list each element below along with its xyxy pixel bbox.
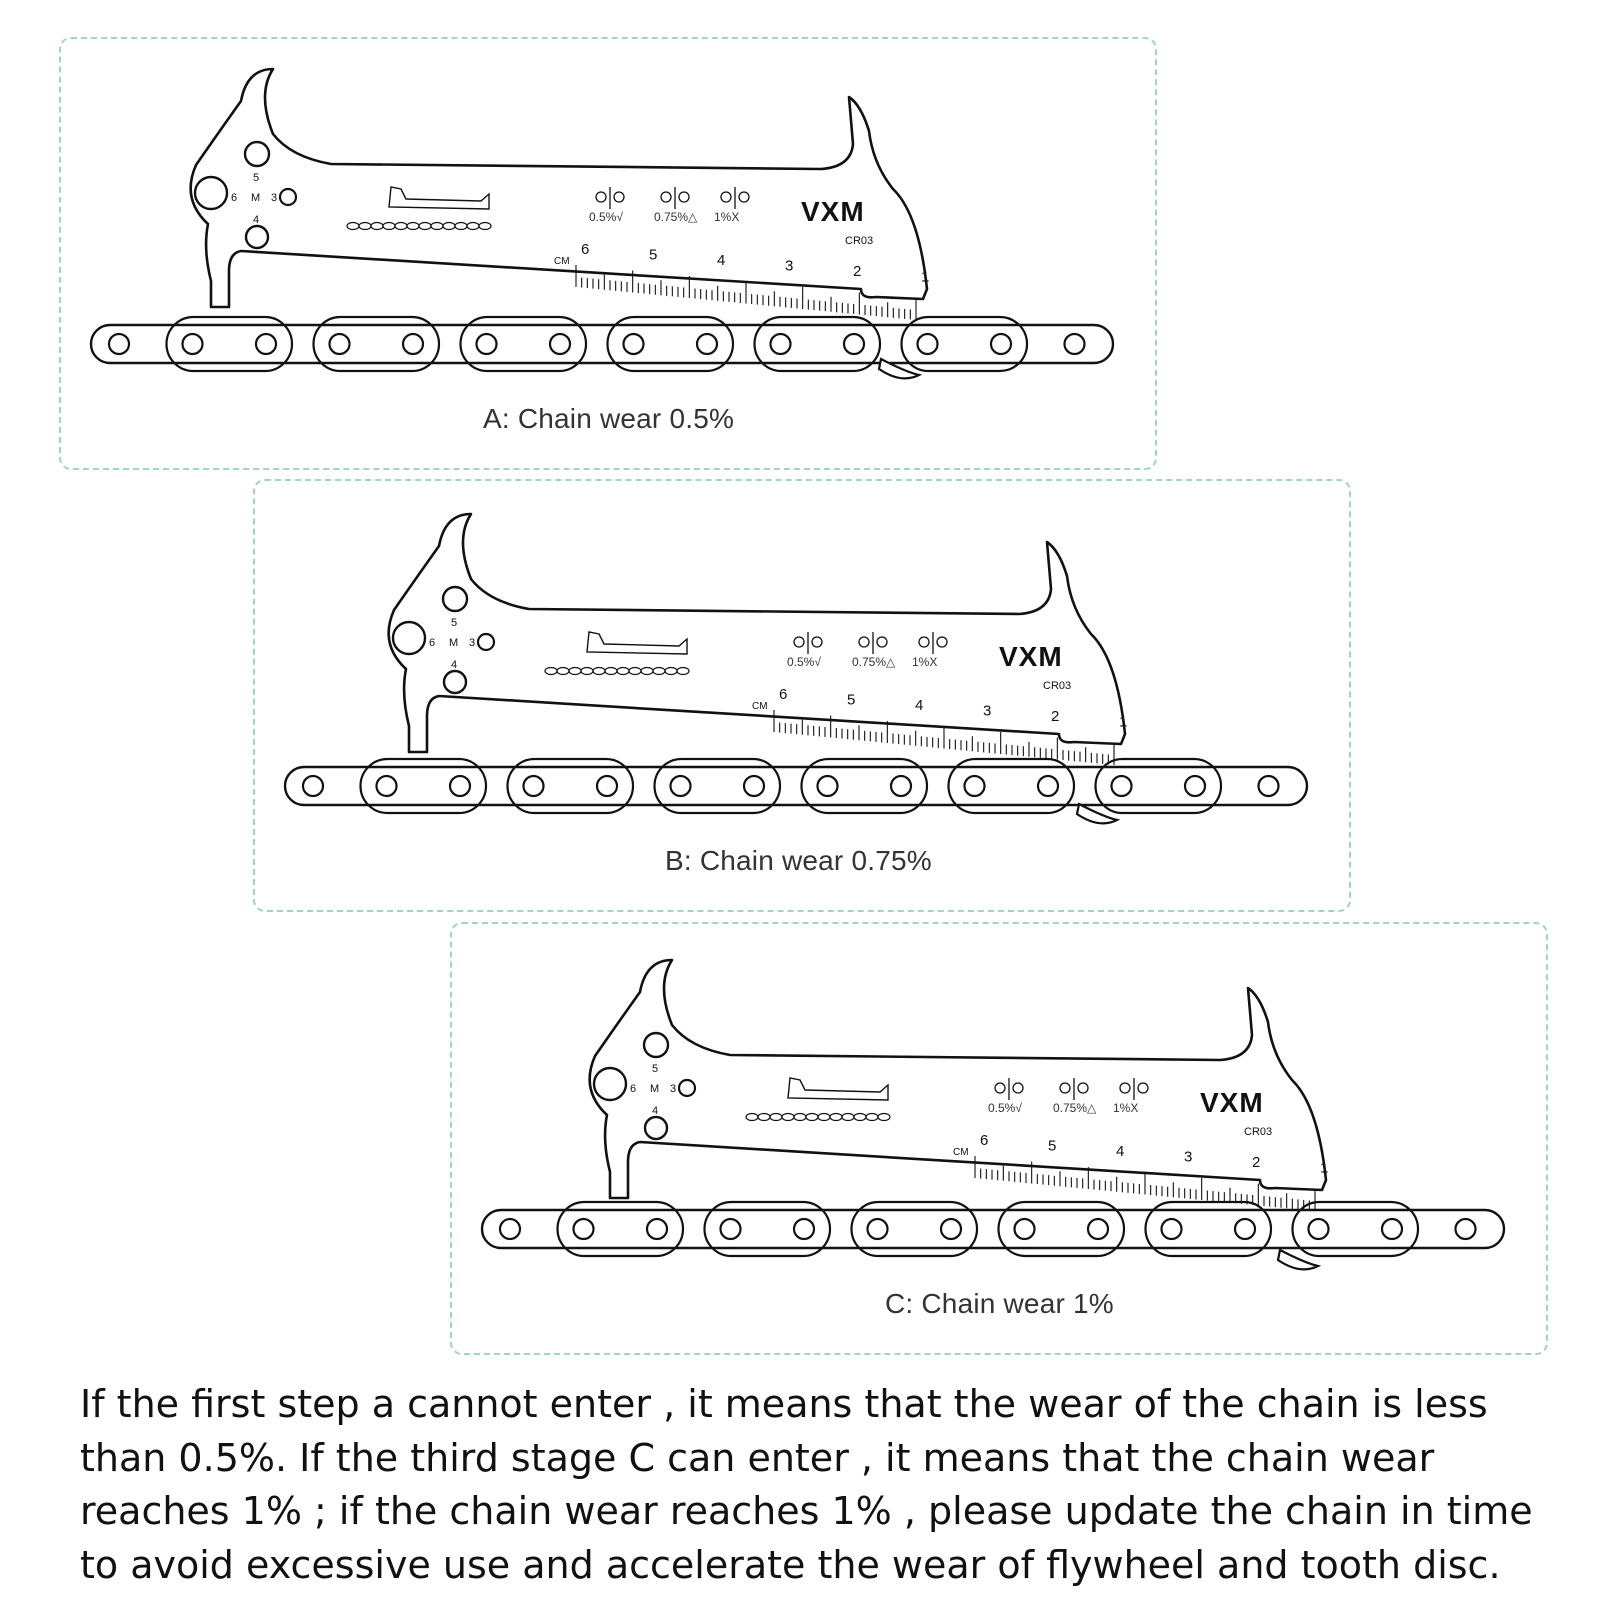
wear-mark-label: 0.75%△ xyxy=(1053,1101,1097,1115)
scale-number: 6 xyxy=(779,686,788,703)
wear-mark-label: 0.75%△ xyxy=(654,210,698,224)
chain-roller xyxy=(403,334,423,354)
chain-roller xyxy=(744,776,764,796)
diagram-panel-b xyxy=(253,479,1351,912)
chain-outline xyxy=(285,767,1307,805)
scale-number: 3 xyxy=(1184,1148,1193,1166)
chain-roller xyxy=(891,776,911,796)
diagram-panel-a xyxy=(59,37,1157,470)
chain-roller xyxy=(991,334,1011,354)
hole-label: M xyxy=(251,192,261,204)
scale-number: 3 xyxy=(785,257,794,275)
scale-unit: CM xyxy=(953,1147,969,1158)
bicycle-chain xyxy=(91,317,1113,371)
chain-roller xyxy=(1015,1219,1035,1239)
panel-caption: C: Chain wear 1% xyxy=(885,1288,1114,1319)
panel-caption: B: Chain wear 0.75% xyxy=(665,845,932,876)
chain-roller xyxy=(477,334,497,354)
chain-roller xyxy=(183,334,203,354)
chain-roller xyxy=(109,334,129,354)
chain-roller xyxy=(524,776,544,796)
scale-unit: CM xyxy=(752,701,768,712)
wear-mark-label: 0.5%√ xyxy=(787,655,821,669)
chain-roller xyxy=(597,776,617,796)
scale-number: 2 xyxy=(1252,1154,1261,1171)
scale-number: 4 xyxy=(915,697,924,714)
chain-roller xyxy=(794,1219,814,1239)
scale-number: 3 xyxy=(983,702,992,720)
hole-label: 3 xyxy=(469,637,476,649)
model-label: CR03 xyxy=(845,235,874,247)
hole-label: 5 xyxy=(652,1063,659,1075)
chain-roller xyxy=(1259,776,1279,796)
wear-mark-label: 1%X xyxy=(714,210,740,224)
chain-roller xyxy=(721,1219,741,1239)
hole-label: 3 xyxy=(271,192,278,204)
explanation-text: If the first step a cannot enter , it means that the wear of the chain is less than 0.5%. If the third stage C can enter , it means that the chain wear reaches 1% ; if the chain wear reaches 1% , please update the chain in time to avoid excessive use and accelerate the wear of flywheel and tooth disc. xyxy=(80,1382,1533,1587)
bicycle-chain xyxy=(285,759,1307,813)
chain-outline xyxy=(91,325,1113,363)
chain-roller xyxy=(1162,1219,1182,1239)
brand-logo: VXM xyxy=(999,641,1063,672)
brand-logo: VXM xyxy=(801,196,865,227)
wear-mark-label: 0.5%√ xyxy=(988,1101,1022,1115)
hole-label: 6 xyxy=(429,637,436,649)
chain-roller xyxy=(256,334,276,354)
chain-roller xyxy=(1065,334,1085,354)
scale-number: 5 xyxy=(649,246,658,264)
model-label: CR03 xyxy=(1043,680,1072,692)
hole-label: M xyxy=(650,1083,660,1095)
chain-roller xyxy=(1038,776,1058,796)
chain-roller xyxy=(500,1219,520,1239)
chain-roller xyxy=(1185,776,1205,796)
scale-number: 6 xyxy=(581,241,590,258)
chain-roller xyxy=(303,776,323,796)
tool-body xyxy=(590,960,1329,1198)
chain-roller xyxy=(550,334,570,354)
chain-roller xyxy=(965,776,985,796)
chain-roller xyxy=(574,1219,594,1239)
chain-roller xyxy=(918,334,938,354)
chain-roller xyxy=(1382,1219,1402,1239)
chain-outline xyxy=(482,1210,1504,1248)
hole-label: 4 xyxy=(253,214,260,226)
scale-number: 4 xyxy=(717,252,726,269)
wear-mark-label: 1%X xyxy=(912,655,938,669)
chain-roller xyxy=(844,334,864,354)
wear-mark-label: 0.75%△ xyxy=(852,655,896,669)
hole-label: M xyxy=(449,637,459,649)
chain-roller xyxy=(1456,1219,1476,1239)
chain-roller xyxy=(330,334,350,354)
scale-number: 1 xyxy=(921,268,930,286)
chain-roller xyxy=(868,1219,888,1239)
wear-mark-label: 1%X xyxy=(1113,1101,1139,1115)
chain-roller xyxy=(818,776,838,796)
chain-roller xyxy=(647,1219,667,1239)
panel-caption: A: Chain wear 0.5% xyxy=(483,403,735,434)
tool-body xyxy=(191,69,930,307)
brand-logo: VXM xyxy=(1200,1087,1264,1118)
chain-roller xyxy=(771,334,791,354)
chain-roller xyxy=(941,1219,961,1239)
hole-label: 5 xyxy=(451,617,458,629)
hole-label: 4 xyxy=(451,659,458,671)
chain-roller xyxy=(377,776,397,796)
scale-number: 5 xyxy=(1048,1137,1057,1155)
scale-number: 2 xyxy=(853,263,862,280)
scale-number: 5 xyxy=(847,691,856,709)
scale-unit: CM xyxy=(554,256,570,267)
scale-number: 6 xyxy=(980,1132,989,1149)
chain-roller xyxy=(1112,776,1132,796)
tool-body xyxy=(389,514,1128,752)
scale-number: 1 xyxy=(1320,1159,1329,1177)
chain-checker-tool xyxy=(191,69,930,378)
chain-roller xyxy=(671,776,691,796)
tool-hook xyxy=(1077,804,1117,823)
bicycle-chain xyxy=(482,1202,1504,1256)
chain-roller xyxy=(697,334,717,354)
chain-roller xyxy=(624,334,644,354)
hole-label: 3 xyxy=(670,1083,677,1095)
diagram-panel-c xyxy=(450,922,1548,1355)
scale-number: 4 xyxy=(1116,1143,1125,1160)
wear-mark-label: 0.5%√ xyxy=(589,210,623,224)
scale-number: 2 xyxy=(1051,708,1060,725)
chain-roller xyxy=(1088,1219,1108,1239)
chain-roller xyxy=(1235,1219,1255,1239)
hole-label: 4 xyxy=(652,1105,659,1117)
model-label: CR03 xyxy=(1244,1126,1273,1138)
hole-label: 6 xyxy=(231,192,238,204)
chain-roller xyxy=(450,776,470,796)
scale-number: 1 xyxy=(1119,713,1128,731)
chain-roller xyxy=(1309,1219,1329,1239)
hole-label: 6 xyxy=(630,1083,637,1095)
hole-label: 5 xyxy=(253,172,260,184)
tool-hook xyxy=(1278,1250,1318,1269)
